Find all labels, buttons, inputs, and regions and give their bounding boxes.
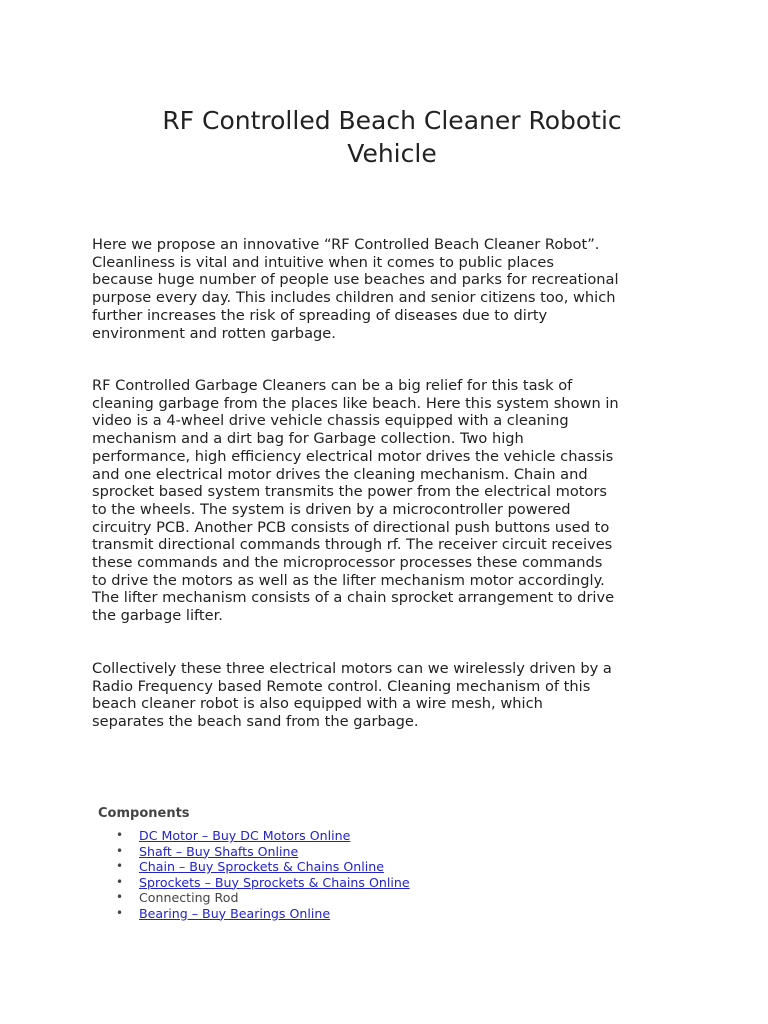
list-item: [116, 874, 410, 891]
list-item: [116, 905, 410, 922]
component-text-connecting-rod: Connecting Rod: [139, 890, 239, 905]
bullet-icon: •: [116, 843, 124, 858]
component-link-bearing[interactable]: Bearing – Buy Bearings Online: [139, 905, 331, 921]
paragraph-conclusion: Collectively these three electrical motors can we wirelessly driven by a Radio Frequency based Remote control. Cleaning mechanism of this beach cleaner robot is also equipped with a wire mesh, which separates the beach sand from the garbage.: [92, 660, 612, 731]
list-item: [116, 859, 410, 875]
components-list: [116, 828, 410, 921]
page-title: RF Controlled Beach Cleaner Robotic Vehicle: [162, 106, 622, 168]
component-link-dc-motor[interactable]: DC Motor – Buy DC Motors Online: [139, 828, 351, 843]
bullet-icon: •: [116, 859, 124, 873]
bullet-icon: •: [116, 828, 124, 842]
bullet-icon: •: [116, 905, 124, 920]
list-item: [116, 828, 410, 844]
bullet-icon: •: [116, 890, 124, 904]
list-item: [116, 843, 410, 860]
paragraph-system-description: RF Controlled Garbage Cleaners can be a big relief for this task of cleaning garbage from the places like beach. Here this system shown in video is a 4-wheel drive vehicle chassis equipped with a cleaning mechanism and a dirt bag for Garbage collection. Two high performance, high efficiency electrical motor drives the vehicle chassis and one electrical motor drives the cleaning mechanism. Chain and sprocket based system transmits the power from the electrical motors to the wheels. The system is driven by a microcontroller powered circuitry PCB. Another PCB consists of directional push buttons used to transmit directional commands through rf. The receiver circuit receives these commands and the microprocessor processes these commands to drive the motors as well as the lifter mechanism motor accordingly. The lifter mechanism consists of a chain sprocket arrangement to drive the garbage lifter.: [92, 377, 619, 625]
component-link-sprockets[interactable]: Sprockets – Buy Sprockets & Chains Online: [139, 874, 410, 890]
bullet-icon: •: [116, 874, 124, 889]
components-heading: Components: [98, 806, 190, 821]
component-link-shaft[interactable]: Shaft – Buy Shafts Online: [139, 843, 299, 859]
paragraph-intro: Here we propose an innovative “RF Controlled Beach Cleaner Robot”. Cleanliness is vital and intuitive when it comes to public places because huge number of people use beaches and parks for recreational purpose every day. This includes children and senior citizens too, which further increases the risk of spreading of diseases due to dirty environment and rotten garbage.: [92, 236, 619, 342]
list-item: [116, 890, 410, 906]
component-link-chain[interactable]: Chain – Buy Sprockets & Chains Online: [139, 859, 384, 874]
